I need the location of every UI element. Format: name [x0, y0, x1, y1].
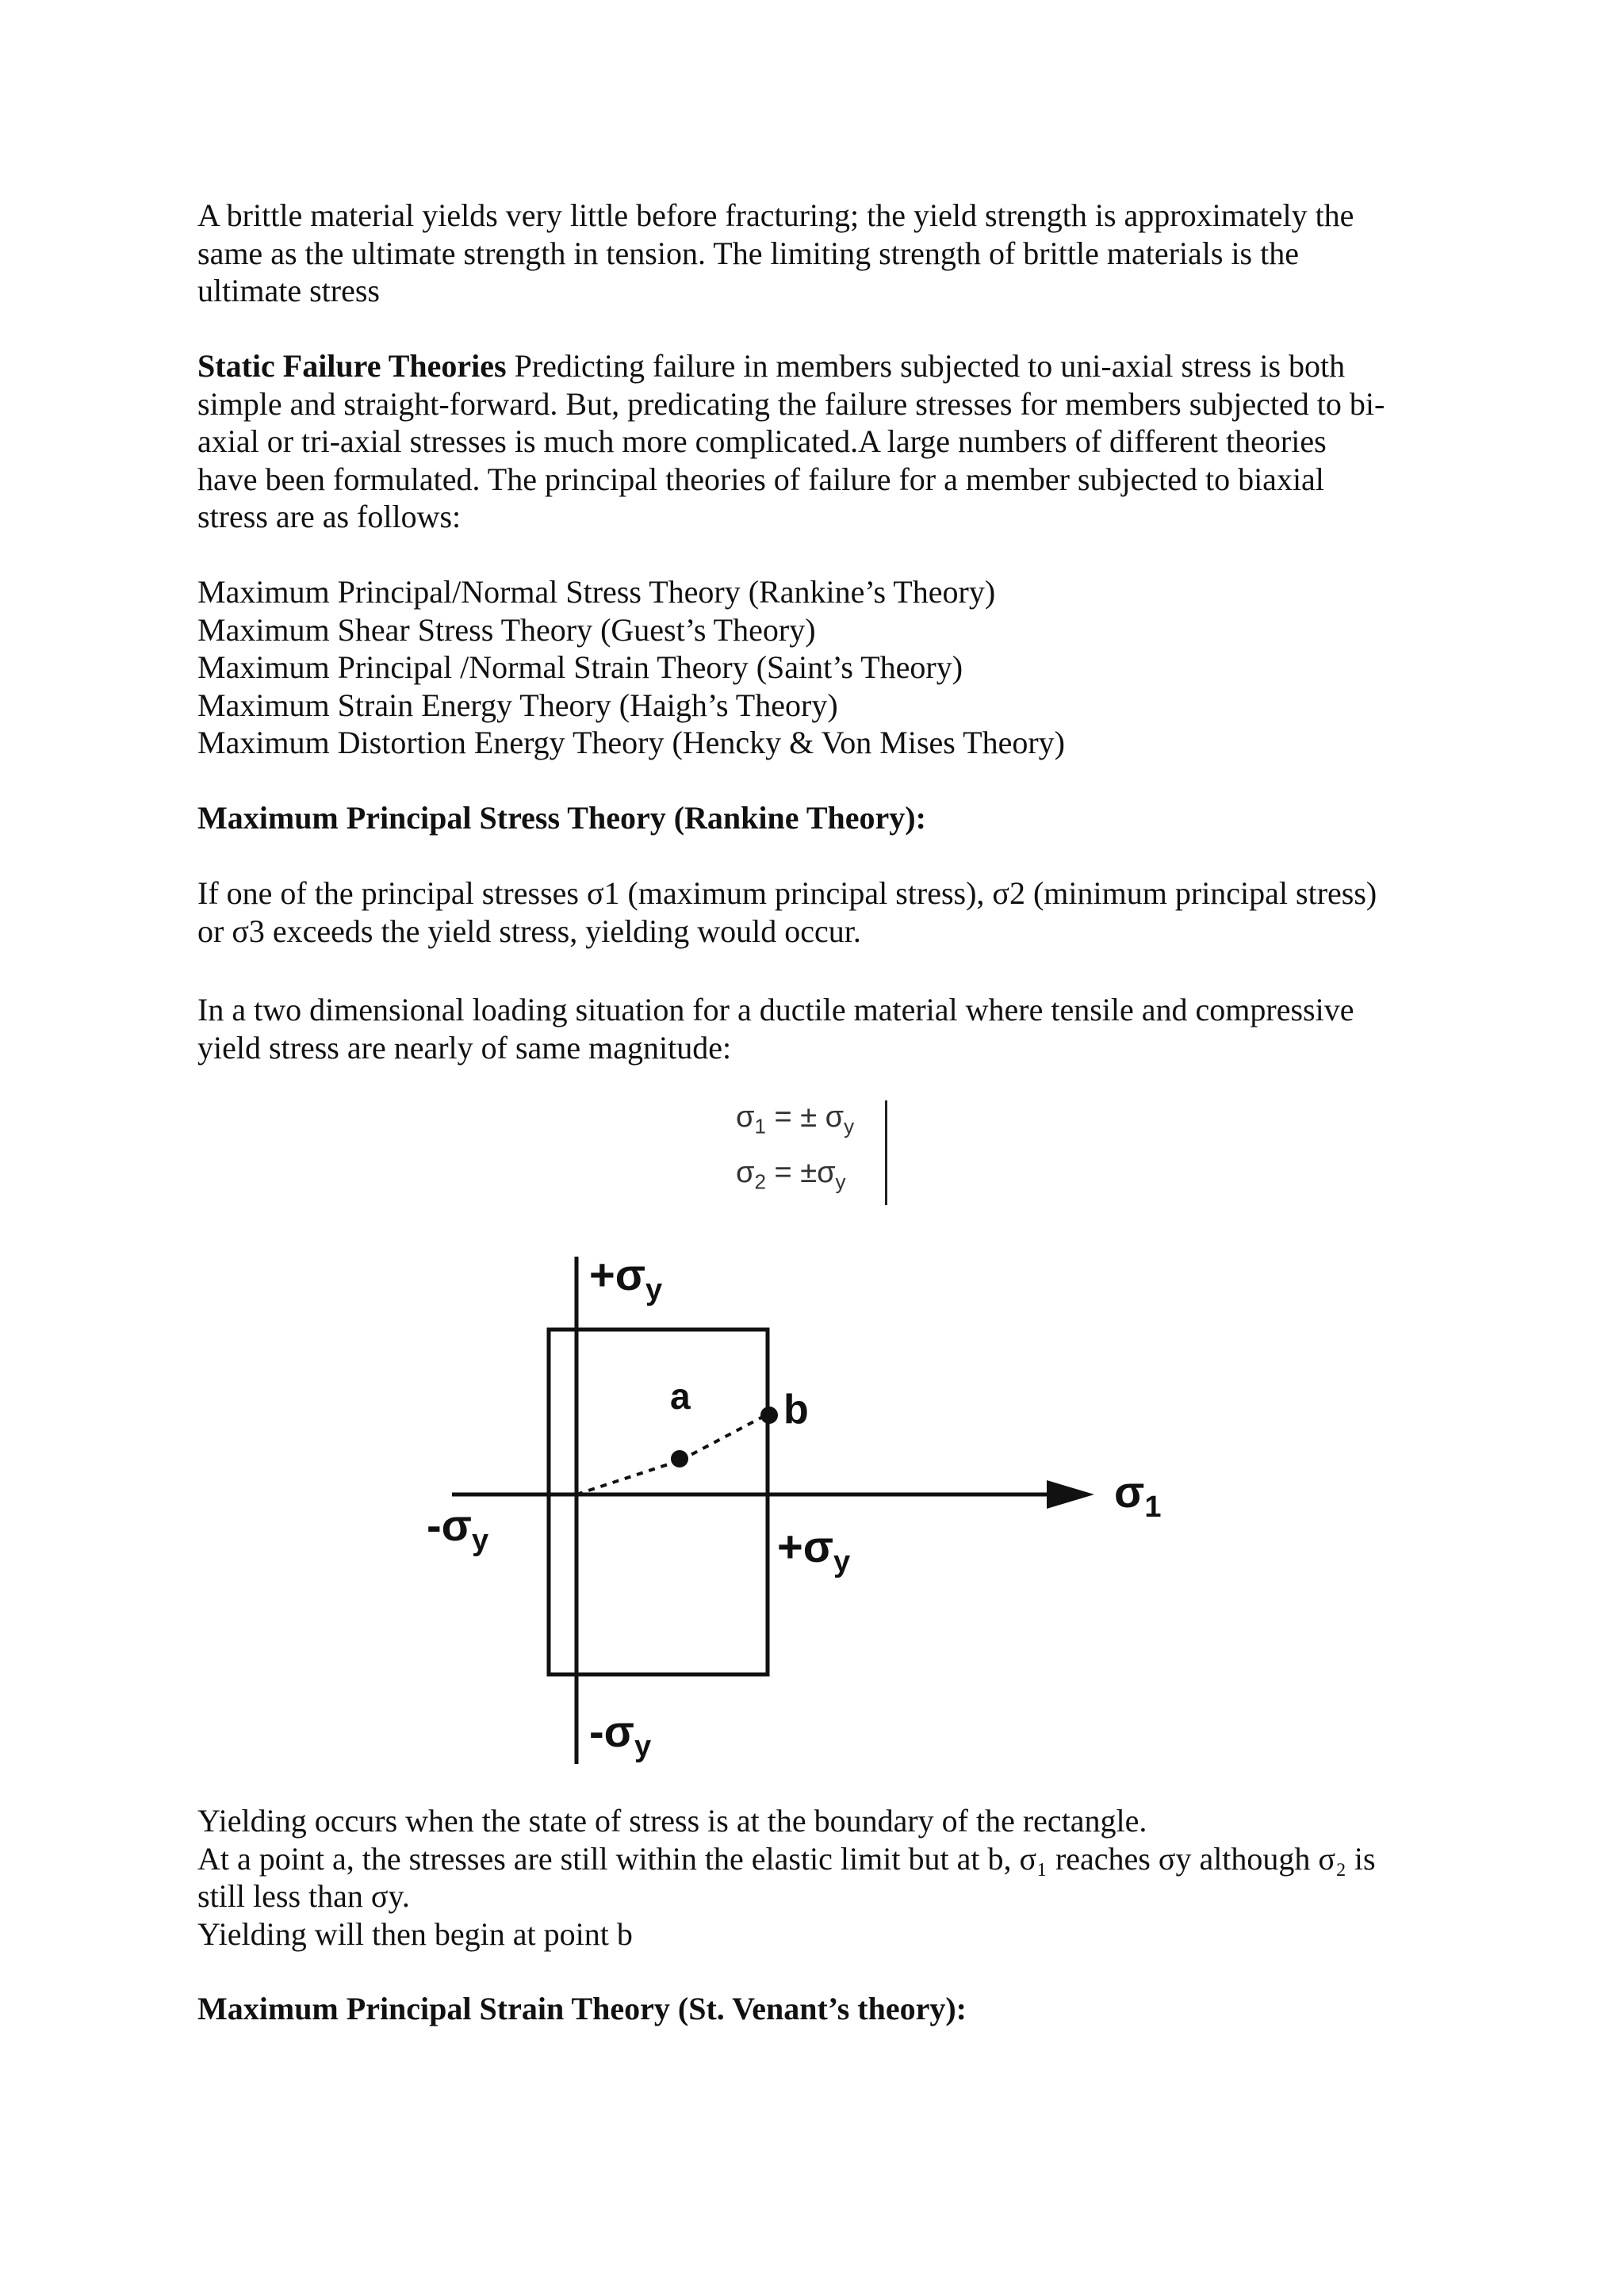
- conclusion-line: Yielding will then begin at point b: [197, 1915, 633, 1952]
- right-limit-label: [777, 1521, 850, 1578]
- sigma1-axis-sub: 1: [1144, 1490, 1162, 1524]
- static-failure-line: have been formulated. The principal theories of failure for a member subjected to biaxial: [197, 461, 1324, 497]
- intro-line: ultimate stress: [197, 273, 380, 308]
- yield-diagram-svg: [427, 1249, 1205, 1764]
- point-a-marker: [671, 1450, 688, 1468]
- eq1-rhs-sub: y: [844, 1114, 855, 1138]
- static-failure-line: simple and straight-forward. But, predicating the failure stresses for members subjected to bi-: [197, 385, 1385, 422]
- left-limit-sub: y: [471, 1524, 489, 1557]
- static-failure-first-line-text: Predicting failure in members subjected to uni-axial stress is both: [506, 348, 1346, 384]
- equation-sigma1: [736, 1099, 854, 1146]
- conclusion-paragraph: [197, 1802, 1434, 1953]
- static-failure-paragraph: [197, 347, 1434, 536]
- top-limit-sub: y: [645, 1273, 663, 1307]
- right-limit-text: +σ: [777, 1521, 834, 1571]
- theory-item: Maximum Shear Stress Theory (Guest’s Theory): [197, 611, 816, 648]
- theory-item: Maximum Principal /Normal Strain Theory (Saint’s Theory): [197, 649, 963, 685]
- sigma1-axis-label: [1114, 1467, 1161, 1524]
- eq1-rhs: = ± σ: [765, 1100, 845, 1134]
- eq2-rhs-sub: y: [835, 1169, 846, 1194]
- yield-rectangle: [549, 1330, 768, 1674]
- eq1-sub: 1: [754, 1114, 766, 1138]
- point-a-label: a: [670, 1376, 691, 1417]
- static-failure-line: axial or tri-axial stresses is much more complicated.A large numbers of different theories: [197, 423, 1327, 459]
- static-failure-first-line: [197, 347, 1434, 385]
- top-limit-text: +σ: [589, 1249, 646, 1299]
- intro-line: same as the ultimate strength in tension. The limiting strength of brittle materials is the: [197, 235, 1299, 271]
- theory-item: Maximum Principal/Normal Stress Theory (Rankine’s Theory): [197, 574, 996, 610]
- rankine-line: In a two dimensional loading situation for a ductile material where tensile and compressive: [197, 992, 1354, 1027]
- left-limit-label: [427, 1500, 488, 1557]
- next-section-heading: Maximum Principal Strain Theory (St. Venant’s theory):: [197, 1991, 967, 2026]
- rankine-paragraph-1: [197, 874, 1434, 950]
- load-path-ab: [680, 1417, 763, 1460]
- load-path-oa: [576, 1460, 680, 1494]
- eq2-rhs: = ±σ: [765, 1156, 836, 1189]
- theory-item: Maximum Distortion Energy Theory (Hencky & Von Mises Theory): [197, 725, 1065, 760]
- eq1-sigma: σ: [736, 1100, 755, 1134]
- bottom-limit-label: [589, 1706, 651, 1763]
- bottom-limit-sub: y: [634, 1730, 652, 1763]
- static-failure-heading: Static Failure Theories: [197, 348, 507, 384]
- conclusion-line: At a point a, the stresses are still within the elastic limit but at b, σ₁ reaches σy although σ₂ is: [197, 1840, 1376, 1877]
- rankine-line: If one of the principal stresses σ1 (maximum principal stress), σ2 (minimum principal stress): [197, 875, 1377, 911]
- sigma1-axis-arrow: [1047, 1480, 1094, 1509]
- equation-sigma2: [736, 1154, 846, 1201]
- point-b-label: b: [783, 1387, 809, 1433]
- rankine-yield-diagram: [427, 1249, 1205, 1764]
- rankine-paragraph-2: [197, 991, 1434, 1066]
- sigma1-axis-text: σ: [1114, 1467, 1145, 1517]
- rankine-heading-block: [197, 799, 1434, 837]
- point-b-marker: [760, 1406, 778, 1424]
- intro-paragraph: [197, 197, 1434, 310]
- bottom-limit-text: -σ: [589, 1706, 634, 1756]
- static-failure-line: stress are as follows:: [197, 499, 462, 534]
- eq2-sub: 2: [754, 1169, 766, 1194]
- top-limit-label: [589, 1249, 662, 1307]
- rankine-line: yield stress are nearly of same magnitude:: [197, 1029, 732, 1066]
- theories-list: [197, 573, 1434, 762]
- yield-equations: [730, 1093, 888, 1211]
- next-heading-block: [197, 1990, 1434, 2028]
- right-limit-sub: y: [833, 1545, 851, 1578]
- intro-line: A brittle material yields very little before fracturing; the yield strength is approximately the: [197, 197, 1354, 233]
- rankine-line: or σ3 exceeds the yield stress, yielding would occur.: [197, 913, 861, 949]
- equation-bar: [885, 1100, 887, 1205]
- eq2-sigma: σ: [736, 1156, 755, 1189]
- left-limit-text: -σ: [427, 1500, 472, 1550]
- conclusion-line: Yielding occurs when the state of stress is at the boundary of the rectangle.: [197, 1803, 1147, 1839]
- conclusion-line: still less than σy.: [197, 1878, 410, 1914]
- theory-item: Maximum Strain Energy Theory (Haigh’s Theory): [197, 687, 838, 723]
- rankine-heading: Maximum Principal Stress Theory (Rankine Theory):: [197, 800, 926, 836]
